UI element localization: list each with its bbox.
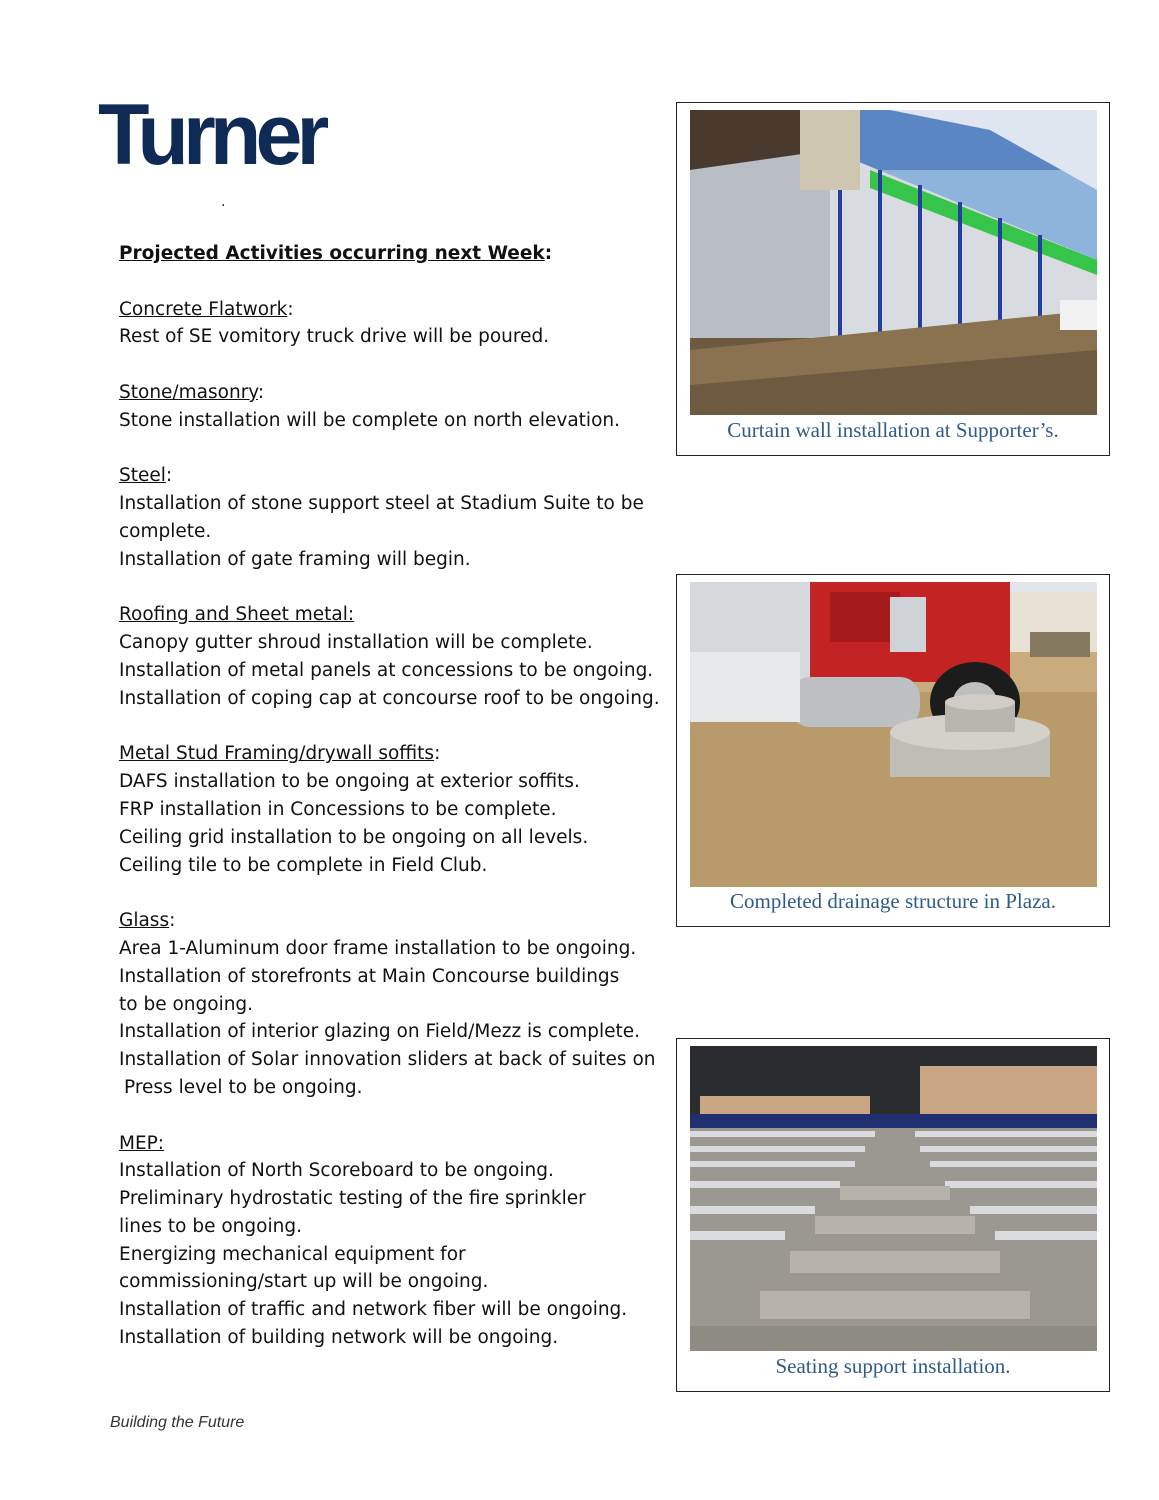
section-line: complete. — [119, 520, 212, 542]
section-line: FRP installation in Concessions to be complete. — [119, 798, 557, 820]
section-title-colon: : — [165, 465, 173, 487]
section-title-text: Glass — [119, 910, 170, 932]
footer-tagline: Building the Future — [110, 1414, 245, 1431]
section-line: to be ongoing. — [119, 993, 254, 1015]
section-line: Installation of storefronts at Main Concourse buildings — [119, 965, 620, 987]
activity-section — [119, 296, 679, 352]
figure-caption: Seating support installation. — [775, 1354, 1011, 1378]
section-line: DAFS installation to be ongoing at exterior soffits. — [119, 771, 580, 793]
section-title-text: Roofing and Sheet metal: — [119, 604, 355, 626]
section-title — [119, 740, 679, 768]
seating-photo — [690, 1046, 1097, 1351]
sections-container — [119, 296, 679, 1352]
section-title — [119, 1130, 679, 1158]
section-line: lines to be ongoing. — [119, 1215, 302, 1237]
figure-drainage — [676, 574, 1110, 927]
section-title — [119, 296, 679, 324]
stray-dot: . — [221, 194, 226, 210]
section-line: Canopy gutter shroud installation will be complete. — [119, 632, 593, 654]
section-line: Area 1-Aluminum door frame installation to be ongoing. — [119, 937, 637, 959]
heading-text: Projected Activities occurring next Week — [119, 243, 545, 264]
section-line: Ceiling tile to be complete in Field Club. — [119, 854, 488, 876]
section-title — [119, 601, 679, 629]
section-line: Stone installation will be complete on north elevation. — [119, 409, 620, 431]
section-line: Installation of traffic and network fiber will be ongoing. — [119, 1299, 628, 1321]
section-title-text: MEP: — [119, 1132, 165, 1154]
section-line: Installation of Solar innovation sliders at back of suites on — [119, 1049, 656, 1071]
heading-suffix: : — [544, 243, 553, 264]
section-title — [119, 379, 679, 407]
section-line: Rest of SE vomitory truck drive will be poured. — [119, 326, 550, 348]
section-title-colon: : — [169, 910, 176, 932]
section-title — [119, 462, 679, 490]
section-line: Installation of gate framing will begin. — [119, 548, 471, 570]
section-line: Installation of coping cap at concourse roof to be ongoing. — [119, 687, 660, 709]
section-title-text: Stone/masonry — [119, 381, 258, 403]
figure-caption: Curtain wall installation at Supporter’s. — [727, 418, 1059, 442]
turner-logo: Turner — [98, 87, 324, 183]
activities-heading — [119, 240, 679, 268]
activity-section — [119, 462, 679, 573]
section-line: Preliminary hydrostatic testing of the fire sprinkler — [119, 1188, 586, 1210]
activity-section — [119, 907, 679, 1102]
figure-caption: Completed drainage structure in Plaza. — [730, 889, 1056, 913]
section-line: Installation of building network will be ongoing. — [119, 1327, 559, 1349]
section-title — [119, 907, 679, 935]
section-line: Energizing mechanical equipment for — [119, 1243, 466, 1265]
section-title-colon: : — [287, 298, 294, 320]
activities-list — [119, 240, 679, 1352]
section-title-text: Concrete Flatwork — [119, 298, 288, 320]
activity-section — [119, 601, 679, 712]
activity-section — [119, 379, 679, 435]
section-line: Installation of North Scoreboard to be ongoing. — [119, 1160, 554, 1182]
drainage-photo — [690, 582, 1097, 887]
section-line: Installation of metal panels at concessions to be ongoing. — [119, 659, 654, 681]
section-title-text: Metal Stud Framing/drywall soffits — [119, 743, 435, 765]
section-line: Installation of interior glazing on Field/Mezz is complete. — [119, 1021, 640, 1043]
activity-section — [119, 740, 679, 879]
activity-section — [119, 1130, 679, 1352]
section-title-colon: : — [434, 743, 441, 765]
section-line: Press level to be ongoing. — [124, 1076, 363, 1098]
section-title-text: Steel — [119, 465, 166, 487]
figure-curtain-wall — [676, 102, 1110, 456]
section-line: Ceiling grid installation to be ongoing on all levels. — [119, 826, 589, 848]
curtain-wall-photo — [690, 110, 1097, 415]
section-line: commissioning/start up will be ongoing. — [119, 1271, 489, 1293]
section-title-colon: : — [257, 381, 265, 403]
section-line: Installation of stone support steel at Stadium Suite to be — [119, 493, 644, 515]
figure-seating — [676, 1038, 1110, 1392]
